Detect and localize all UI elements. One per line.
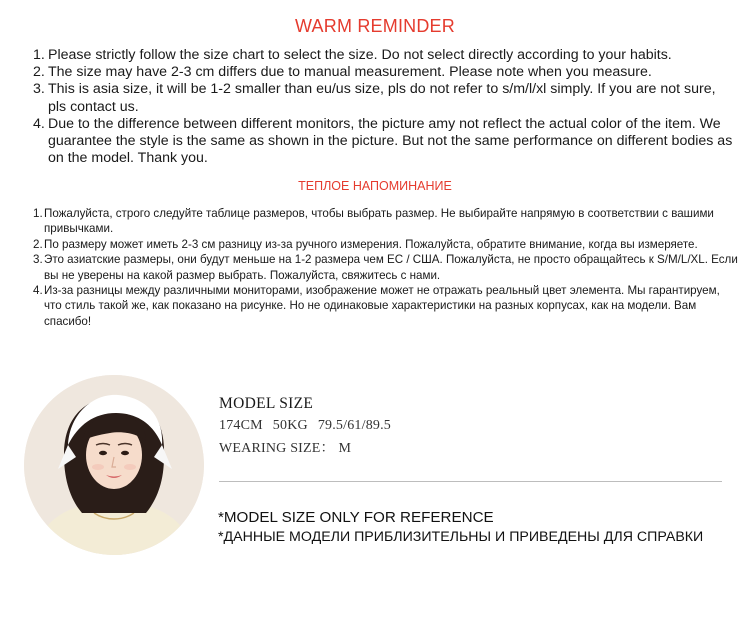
list-item-number: 3. [33,253,43,267]
model-measurements-row [219,418,391,434]
list-item-number: 4. [33,284,43,298]
list-item-text: This is asia size, it will be 1-2 smaller than eu/us size, pls do not refer to s/m/l/xl simply. If you are not sure, pls contact us. [48,81,716,115]
divider [219,481,722,482]
list-item-text: Это азиатские размеры, они будут меньше на 1-2 размера чем ЕС / США. Пожалуйста, не просто обращайтесь к S/M/L/XL. Если вы не уверены на какой размер выбрать. Пожалуйста, свяжитесь с нами. [44,253,738,282]
reference-note-en: *MODEL SIZE ONLY FOR REFERENCE [218,509,494,526]
list-item [33,64,733,81]
list-item-number: 3. [33,81,45,98]
list-item-number: 4. [33,115,45,132]
list-item-number: 2. [33,237,43,251]
list-item [33,206,738,237]
model-measurements: 79.5/61/89.5 [317,418,392,433]
list-item-text: Пожалуйста, строго следуйте таблице размеров, чтобы выбрать размер. Не выбирайте напрямую в соответствии с вашими привычками. [44,207,714,236]
model-height: 174CM [219,418,263,433]
wearing-size: WEARING SIZE： M [219,441,352,456]
list-item [33,252,738,283]
list-item [33,283,738,329]
warm-reminder-title-ru: ТЕПЛОЕ НАПОМИНАНИЕ [298,179,452,193]
list-item-text: Due to the difference between different monitors, the picture amy not reflect the actual color of the item. We guarantee the style is the same as shown in the picture. But not the same performance on different bodies as on the model. Thank you. [48,115,733,167]
list-item [33,116,733,168]
list-item-text: Из-за разницы между различными мониторами, изображение может не отражать реальный цвет элемента. Мы гарантируем, что стиль такой же, как показано на рисунке. Но не одинаковые характеристики на разных корпусах, как на модели. Вам спасибо! [44,284,720,328]
model-illustration [24,375,204,555]
list-item-number: 2. [33,64,45,81]
list-item-text: По размеру может иметь 2-3 см разницу из-за ручного измерения. Пожалуйста, обратите внимание, когда вы измеряете. [44,237,698,251]
warm-reminder-list-ru [33,206,738,329]
list-item-text: Please strictly follow the size chart to select the size. Do not select directly according to your habits. [48,47,672,63]
list-item [33,81,733,115]
list-item-text: The size may have 2-3 cm differs due to manual measurement. Please note when you measure. [48,64,652,81]
warm-reminder-title: WARM REMINDER [295,16,455,36]
warm-reminder-list [33,47,733,167]
list-item [33,237,738,252]
reference-note-ru: *ДАННЫЕ МОДЕЛИ ПРИБЛИЗИТЕЛЬНЫ И ПРИВЕДЕНЫ ДЛЯ СПРАВКИ [218,529,704,545]
model-weight: 50KG [272,418,308,433]
list-item [33,47,733,64]
list-item-number: 1. [33,207,43,220]
model-photo [24,375,204,555]
model-size-heading: MODEL SIZE [219,395,314,412]
list-item-number: 1. [33,47,45,63]
